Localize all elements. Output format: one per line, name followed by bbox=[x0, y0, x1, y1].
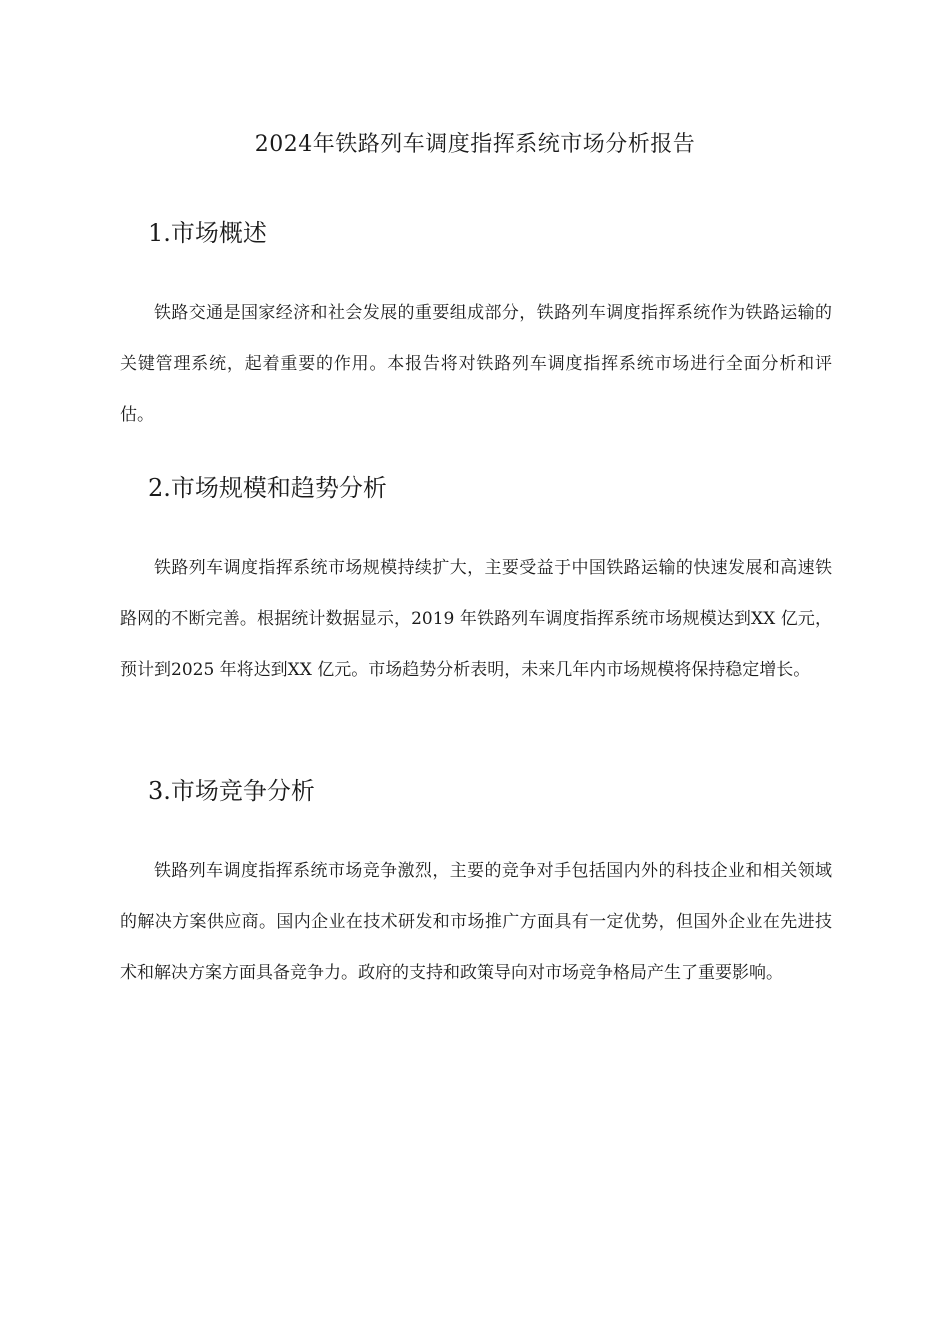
document-title: 2024年铁路列车调度指挥系统市场分析报告 bbox=[254, 132, 696, 157]
section-paragraph-market-overview: 铁路交通是国家经济和社会发展的重要组成部分，铁路列车调度指挥系统作为铁路运输的关键管理系统，起着重要的作用。本报告将对铁路列车调度指挥系统市场进行全面分析和评估。 bbox=[120, 303, 832, 425]
section-heading-market-size-trend: 2.市场规模和趋势分析 bbox=[148, 474, 387, 502]
section-heading-market-overview: 1.市场概述 bbox=[148, 219, 267, 247]
section-paragraph-market-size-trend: 铁路列车调度指挥系统市场规模持续扩大，主要受益于中国铁路运输的快速发展和高速铁路网的不断完善。根据统计数据显示，2019 年铁路列车调度指挥系统市场规模达到XX 亿元，预计到2025 年将达到XX 亿元。市场趋势分析表明，未来几年内市场规模将保持稳定增长。 bbox=[120, 558, 832, 680]
section-heading-market-competition: 3.市场竞争分析 bbox=[148, 777, 315, 805]
section-paragraph-market-competition: 铁路列车调度指挥系统市场竞争激烈，主要的竞争对手包括国内外的科技企业和相关领域的解决方案供应商。国内企业在技术研发和市场推广方面具有一定优势，但国外企业在先进技术和解决方案方面具备竞争力。政府的支持和政策导向对市场竞争格局产生了重要影响。 bbox=[120, 861, 832, 983]
